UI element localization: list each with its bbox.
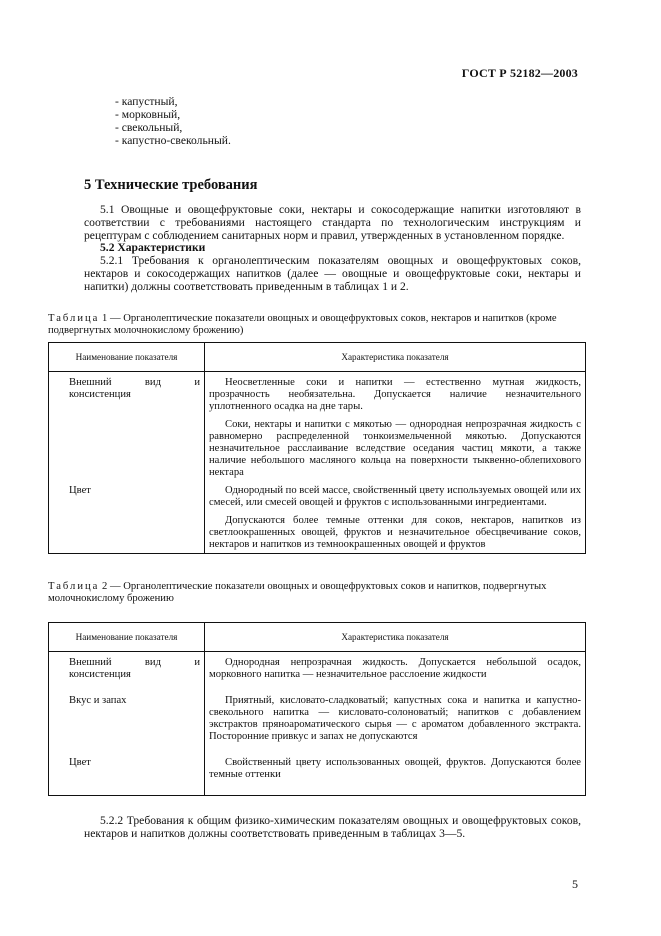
bullet-list [115, 96, 231, 148]
paragraph-5-2-1: 5.2.1 Требования к органолептическим показателям овощных и овощефруктовых соков, нектаров и сокосодержащих напитков (далее — овощные и овощефруктовые соки, нектары и напитки) должны соответствовать приведенным в таблицах 1 и 2. [84, 254, 581, 293]
indicator-desc: Приятный, кисловато-сладковатый; капустных сока и напитка и капустно-свекольного напитка — кисловато-солоноватый; напитков с добавлением экстрактов пряноароматического сырья — с ароматом добавленного экстракта. Посторонние привкус и запах не допускаются [209, 695, 581, 742]
table-1 [48, 342, 586, 554]
subheading-5-2: 5.2 Характеристики [100, 241, 206, 254]
indicator-name: Цвет [69, 757, 91, 768]
paragraph-5-2-2: 5.2.2 Требования к общим физико-химическим показателям овощных и овощефруктовых соков, нектаров и напитков должны соответствовать приведенным в таблицах 3—5. [84, 814, 581, 840]
table-2 [48, 622, 586, 796]
document-code: ГОСТ Р 52182—2003 [461, 66, 578, 80]
indicator-name: Внешний вид и консистенция [69, 657, 200, 680]
paragraph-5-1: 5.1 Овощные и овощефруктовые соки, нектары и сокосодержащие напитки изготовляют в соответствии с требованиями настоящего стандарта по технологическим инструкциям и рецептурам с соблюдением санитарных норм и правил, утвержденных в установленном порядке. [84, 203, 581, 242]
table2-header-name: Наименование показателя [49, 623, 205, 652]
list-item: - свекольный, [115, 120, 183, 134]
indicator-desc: Неосветленные соки и напитки — естественно мутная жидкость, прозрачность необязательна. Допускается наличие незначительного уплотненного осадка на дне тары. [209, 377, 581, 412]
section-title: 5 Технические требования [84, 177, 258, 193]
indicator-desc: Соки, нектары и напитки с мякотью — однородная непрозрачная жидкость с равномерно распределенной тонкоизмельченной мякотью. Допускаются незначительное расслаивание вследствие оседания частиц мякоти, а также наличие небольшого масляного кольца на поверхности тыквенно-облепихового нектара [209, 419, 581, 478]
indicator-desc: Однородная непрозрачная жидкость. Допускается небольшой осадок, морковного напитка — незначительное расслоение жидкости [209, 657, 581, 680]
list-item: - капустно-свекольный. [115, 133, 231, 147]
table1-header-name: Наименование показателя [49, 343, 205, 372]
indicator-name: Внешний вид и консистенция [69, 377, 200, 400]
table-row [49, 757, 586, 796]
table-row [49, 372, 586, 486]
page-number: 5 [572, 877, 578, 891]
table1-caption: Таблица 1 — Органолептические показатели овощных и овощефруктовых соков, нектаров и напитков (кроме подвергнутых молочнокислому брожению) [48, 313, 557, 336]
table-row [49, 695, 586, 757]
list-item: - капустный, [115, 95, 178, 108]
indicator-desc: Свойственный цвету использованных овощей, фруктов. Допускаются более темные оттенки [209, 757, 581, 780]
table-row [49, 652, 586, 696]
list-item: - морковный, [115, 107, 181, 121]
table-row [49, 485, 586, 554]
indicator-name: Вкус и запах [69, 695, 127, 706]
table1-header-desc: Характеристика показателя [205, 343, 586, 372]
indicator-desc: Допускаются более темные оттенки для соков, нектаров, напитков из светлоокрашенных овощей, фруктов и незначительное обесцвечивание соков, нектаров и напитков из темноокрашенных овощей и фруктов [209, 515, 581, 550]
indicator-desc: Однородный по всей массе, свойственный цвету используемых овощей или их смесей, или смесей овощей и фруктов с использованными ингредиентами. [209, 485, 581, 508]
indicator-name: Цвет [69, 485, 91, 496]
table2-caption: Таблица 2 — Органолептические показатели овощных и овощефруктовых соков и напитков, подвергнутых молочнокислому брожению [48, 581, 547, 604]
table2-header-desc: Характеристика показателя [205, 623, 586, 652]
